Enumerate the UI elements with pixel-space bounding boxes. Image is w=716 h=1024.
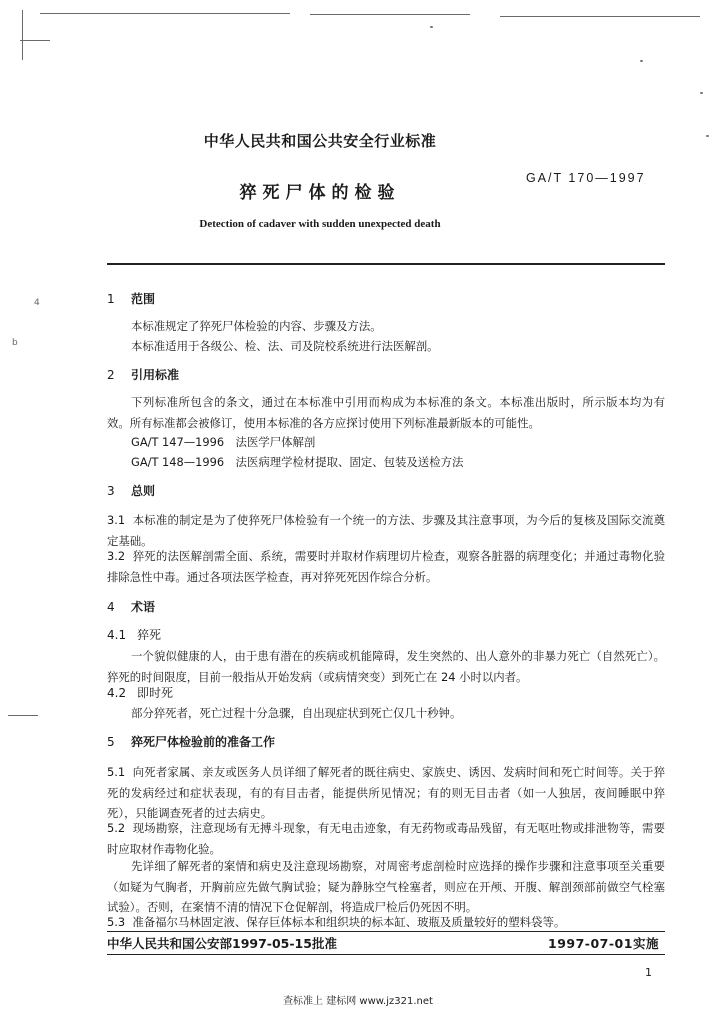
scan-artifact-line bbox=[500, 16, 700, 17]
footer-watermark: 查标准上 建标网 www.jz321.net bbox=[283, 996, 433, 1007]
paragraph: 下列标准所包含的条文，通过在本标准中引用而构成为本标准的条文。本标准出版时，所示版本均为有效。所有标准都会被修订，使用本标准的各方应探讨使用下列标准最新版本的可能性。 bbox=[107, 395, 665, 430]
clause-text: 向死者家属、亲友或医务人员详细了解死者的既往病史、家族史、诱因、发病时间和死亡时间等。关于猝死的发病经过和症状表现，有的有目击者，能提供所见情况；有的则无目击者（如一人独居，夜间睡眠中猝死），只能调查死者的过去病史。 bbox=[107, 765, 665, 820]
paragraph: 本标准适用于各级公、检、法、司及院校系统进行法医解剖。 bbox=[131, 339, 439, 353]
scan-artifact-line bbox=[8, 715, 38, 716]
margin-mark: b bbox=[12, 338, 18, 348]
bottom-rule bbox=[107, 954, 665, 955]
document-title-en: Detection of cadaver with sudden unexpected death bbox=[199, 218, 441, 230]
clause bbox=[107, 818, 665, 859]
scan-artifact-dot bbox=[700, 92, 703, 94]
scan-artifact-line bbox=[310, 14, 470, 15]
margin-mark: 4 bbox=[34, 298, 40, 308]
scan-artifact-dot bbox=[706, 135, 709, 137]
clause bbox=[107, 912, 665, 933]
section-heading: 1 范围 bbox=[107, 292, 156, 306]
page-number: 1 bbox=[645, 966, 652, 979]
term-definition: 一个貌似健康的人，由于患有潜在的疾病或机能障碍，发生突然的、出人意外的非暴力死亡（自然死亡）。猝死的时间限度，目前一般指从开始发病（或病情突变）到死亡在 24 小时以内者。 bbox=[107, 649, 665, 684]
scan-artifact-line bbox=[22, 10, 23, 60]
clause-number: 5.3 bbox=[107, 915, 126, 929]
implementation-date: 1997-07-01实施 bbox=[548, 936, 659, 951]
standard-number: GA/T 170—1997 bbox=[526, 171, 646, 185]
header-rule bbox=[107, 263, 665, 265]
paragraph: 先详细了解死者的案情和病史及注意现场勘察，对周密考虑剖检时应选择的操作步骤和注意事项至关重要（如疑为气胸者，开胸前应先做气胸试验；疑为静脉空气栓塞者，则应在开颅、开腹、解剖颈部前做空气栓塞试验）。否则，在案情不清的情况下仓促解剖，将造成尸检后仍死因不明。 bbox=[107, 859, 665, 914]
clause-text: 准备福尔马林固定液、保存巨体标本和组织块的标本缸、玻瓶及质量较好的塑料袋等。 bbox=[132, 915, 566, 929]
section-heading: 2 引用标准 bbox=[107, 368, 180, 382]
clause-number: 5.1 bbox=[107, 765, 126, 779]
term-heading: 4.1 猝死 bbox=[107, 628, 162, 642]
scan-artifact-dot bbox=[640, 60, 643, 62]
term-heading: 4.2 即时死 bbox=[107, 686, 174, 700]
approval-date: 中华人民共和国公安部1997-05-15批准 bbox=[107, 936, 337, 951]
section-heading: 5 猝死尸体检验前的准备工作 bbox=[107, 735, 276, 749]
clause bbox=[107, 762, 665, 824]
bottom-rule bbox=[107, 931, 665, 932]
referenced-standard: GA/T 147—1996 法医学尸体解剖 bbox=[131, 435, 316, 449]
clause-text: 本标准的制定是为了使猝死尸体检验有一个统一的方法、步骤及其注意事项，为今后的复核及国际交流奠定基础。 bbox=[107, 513, 665, 548]
standard-category: 中华人民共和国公共安全行业标准 bbox=[203, 132, 437, 150]
scan-artifact-line bbox=[20, 40, 50, 41]
section-heading: 3 总则 bbox=[107, 484, 156, 498]
clause bbox=[107, 510, 665, 551]
document-title-cn: 猝死尸体的检验 bbox=[239, 183, 401, 203]
clause-text: 现场勘察，注意现场有无搏斗现象，有无电击迹象，有无药物或毒品残留，有无呕吐物或排泄物等，需要时应取材作毒物化验。 bbox=[107, 821, 665, 856]
clause bbox=[107, 546, 665, 587]
clause-number: 3.1 bbox=[107, 513, 126, 527]
scan-artifact-dot bbox=[430, 26, 433, 28]
scan-artifact-line bbox=[40, 13, 290, 14]
paragraph: 本标准规定了猝死尸体检验的内容、步骤及方法。 bbox=[131, 319, 382, 333]
term-definition: 部分猝死者，死亡过程十分急骤，自出现症状到死亡仅几十秒钟。 bbox=[131, 706, 462, 720]
clause-text: 猝死的法医解剖需全面、系统，需要时并取材作病理切片检查，观察各脏器的病理变化；并通过毒物化验排除急性中毒。通过各项法医学检查，再对猝死死因作综合分析。 bbox=[107, 549, 665, 584]
referenced-standard: GA/T 148—1996 法医病理学检材提取、固定、包装及送检方法 bbox=[131, 455, 464, 469]
clause-number: 5.2 bbox=[107, 821, 126, 835]
clause-number: 3.2 bbox=[107, 549, 126, 563]
section-heading: 4 术语 bbox=[107, 600, 156, 614]
